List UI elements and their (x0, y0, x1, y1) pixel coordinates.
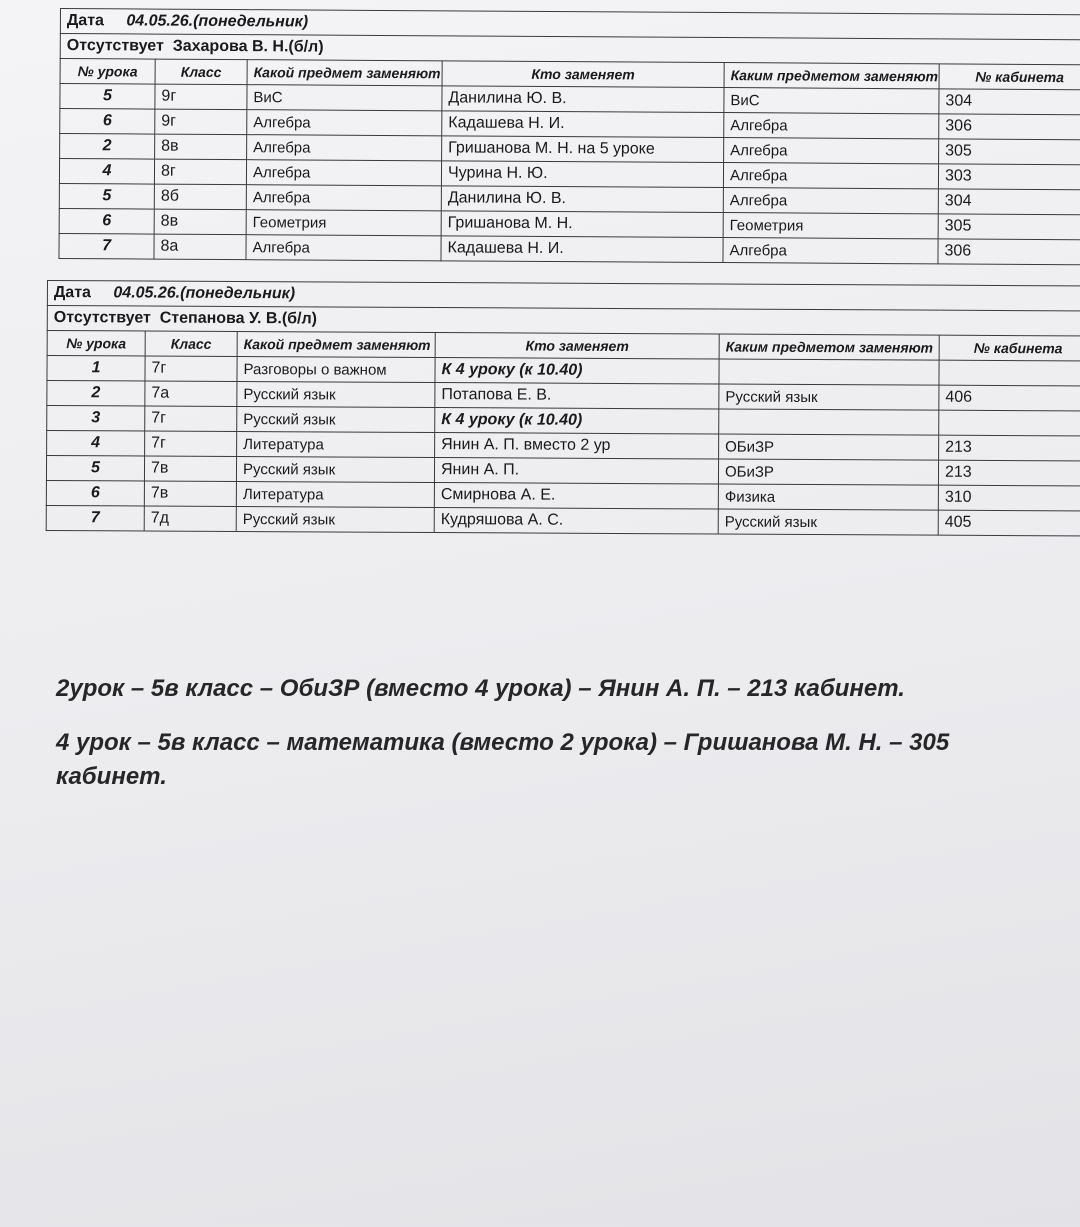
date-value: 04.05.26.(понедельник) (113, 284, 296, 303)
substitute-teacher-cell: Смирнова А. Е. (434, 483, 718, 509)
table-body (59, 84, 1080, 265)
substitute-subject-cell (719, 409, 939, 435)
substitute-teacher-cell: Гришанова М. Н. на 5 уроке (442, 136, 724, 163)
header-replaced-subject: Какой предмет заменяют (247, 60, 442, 86)
header-class: Класс (145, 331, 237, 356)
room-number-cell (939, 410, 1080, 436)
substitute-subject-cell: ОБиЗР (718, 459, 938, 485)
replaced-subject-cell: Литература (236, 481, 434, 507)
substitute-subject-cell: ВиС (724, 88, 939, 114)
lesson-number-cell: 6 (46, 480, 144, 506)
substitute-teacher-cell: Гришанова М. Н. (441, 211, 723, 238)
class-cell: 8б (154, 184, 246, 210)
substitute-teacher-cell: Кудряшова А. С. (434, 508, 718, 534)
header-substitute-teacher: Кто заменяет (435, 333, 719, 359)
lesson-number-cell: 5 (46, 456, 144, 482)
substitution-table-1 (58, 8, 1080, 265)
replaced-subject-cell: Алгебра (247, 110, 442, 136)
lesson-number-cell: 2 (47, 381, 145, 407)
substitute-subject-cell: Русский язык (718, 509, 938, 535)
substitute-subject-cell: Алгебра (723, 238, 938, 264)
substitute-subject-cell: Алгебра (723, 188, 938, 214)
replaced-subject-cell: Русский язык (237, 406, 435, 432)
lesson-number-cell: 4 (59, 159, 154, 185)
replaced-subject-cell: Алгебра (246, 185, 441, 211)
table-body (46, 356, 1080, 536)
header-substitute-subject: Каким предметом заменяют (724, 63, 939, 89)
room-number-cell: 304 (938, 189, 1080, 215)
class-cell: 9г (155, 84, 247, 110)
header-class: Класс (155, 59, 247, 85)
lesson-number-cell: 5 (60, 84, 155, 110)
class-cell: 8а (154, 234, 246, 260)
room-number-cell: 405 (938, 510, 1080, 536)
room-number-cell: 303 (938, 164, 1080, 190)
header-substitute-teacher: Кто заменяет (442, 61, 724, 88)
header-lesson-number: № урока (47, 331, 145, 357)
room-number-cell: 213 (939, 435, 1080, 461)
room-number-cell: 406 (939, 385, 1080, 411)
replaced-subject-cell: ВиС (247, 85, 442, 111)
room-number-cell: 306 (939, 114, 1080, 140)
absent-teacher-name: Захарова В. Н.(б/л) (172, 37, 324, 56)
date-label: Дата (53, 284, 92, 302)
replaced-subject-cell: Алгебра (246, 235, 441, 261)
replaced-subject-cell: Алгебра (246, 160, 441, 186)
substitute-teacher-cell: Чурина Н. Ю. (441, 161, 723, 188)
room-number-cell: 306 (938, 239, 1080, 265)
lesson-number-cell: 5 (59, 183, 154, 209)
substitute-subject-cell: Алгебра (723, 163, 938, 189)
class-cell: 7в (144, 456, 236, 481)
class-cell: 7г (145, 356, 237, 381)
class-cell: 8в (155, 134, 247, 160)
class-cell: 7в (144, 481, 236, 506)
substitute-teacher-cell: К 4 уроку (к 10.40) (435, 408, 719, 434)
table-row (46, 505, 1080, 535)
substitute-subject-cell (719, 359, 939, 385)
substitute-subject-cell: Алгебра (724, 113, 939, 139)
substitute-subject-cell: Геометрия (723, 213, 938, 239)
substitute-subject-cell: Алгебра (724, 138, 939, 164)
header-room-number: № кабинета (939, 335, 1080, 361)
replaced-subject-cell: Геометрия (246, 210, 441, 236)
substitution-table-2 (46, 280, 1080, 536)
absent-label: Отсутствует (66, 37, 164, 55)
replaced-subject-cell: Русский язык (237, 381, 435, 407)
substitute-teacher-cell: Янин А. П. вместо 2 ур (435, 433, 719, 459)
room-number-cell: 305 (938, 214, 1080, 240)
lesson-number-cell: 6 (59, 208, 154, 234)
lesson-number-cell: 7 (46, 505, 144, 531)
room-number-cell: 310 (938, 485, 1080, 511)
class-cell: 7а (145, 381, 237, 406)
class-cell: 8в (154, 209, 246, 235)
replaced-subject-cell: Русский язык (236, 456, 434, 482)
substitute-teacher-cell: Янин А. П. (434, 458, 718, 484)
class-cell: 8г (154, 159, 246, 185)
class-cell: 9г (155, 109, 247, 135)
lesson-number-cell: 4 (47, 431, 145, 457)
substitute-teacher-cell: Кадашева Н. И. (441, 236, 723, 263)
notes-section (56, 672, 1036, 814)
replaced-subject-cell: Алгебра (247, 135, 442, 161)
replaced-subject-cell: Русский язык (236, 506, 434, 532)
substitute-teacher-cell: К 4 уроку (к 10.40) (435, 358, 719, 384)
date-label: Дата (66, 12, 105, 30)
room-number-cell (939, 360, 1080, 386)
room-number-cell: 305 (939, 139, 1080, 165)
header-lesson-number: № урока (60, 59, 155, 85)
class-cell: 7г (145, 431, 237, 456)
date-value: 04.05.26.(понедельник) (126, 12, 309, 31)
absent-label: Отсутствует (53, 309, 151, 327)
lesson-number-cell: 2 (60, 134, 155, 160)
substitute-subject-cell: ОБиЗР (719, 434, 939, 460)
substitute-teacher-cell: Данилина Ю. В. (442, 86, 724, 113)
substitute-subject-cell: Русский язык (719, 384, 939, 410)
note-line: 2урок – 5в класс – ОбиЗР (вместо 4 урока) – Янин А. П. – 213 кабинет. (56, 675, 905, 702)
room-number-cell: 304 (939, 89, 1080, 115)
absent-teacher-name: Степанова У. В.(б/л) (159, 309, 318, 328)
class-cell: 7д (144, 506, 236, 531)
note-line: 4 урок – 5в класс – математика (вместо 2 урока) – Гришанова М. Н. – 305 кабинет. (56, 729, 950, 790)
lesson-number-cell: 1 (47, 356, 145, 382)
header-substitute-subject: Каким предметом заменяют (719, 334, 939, 360)
substitute-subject-cell: Физика (718, 484, 938, 510)
substitute-teacher-cell: Данилина Ю. В. (441, 186, 723, 213)
header-room-number: № кабинета (939, 64, 1080, 90)
lesson-number-cell: 6 (60, 109, 155, 135)
header-replaced-subject: Какой предмет заменяют (237, 331, 435, 357)
lesson-number-cell: 3 (47, 406, 145, 432)
replaced-subject-cell: Литература (237, 431, 435, 457)
replaced-subject-cell: Разговоры о важном (237, 356, 435, 382)
substitute-teacher-cell: Потапова Е. В. (435, 383, 719, 409)
substitute-teacher-cell: Кадашева Н. И. (442, 111, 724, 138)
room-number-cell: 213 (938, 460, 1080, 486)
lesson-number-cell: 7 (59, 233, 154, 259)
table-row (59, 233, 1080, 264)
class-cell: 7г (145, 406, 237, 431)
